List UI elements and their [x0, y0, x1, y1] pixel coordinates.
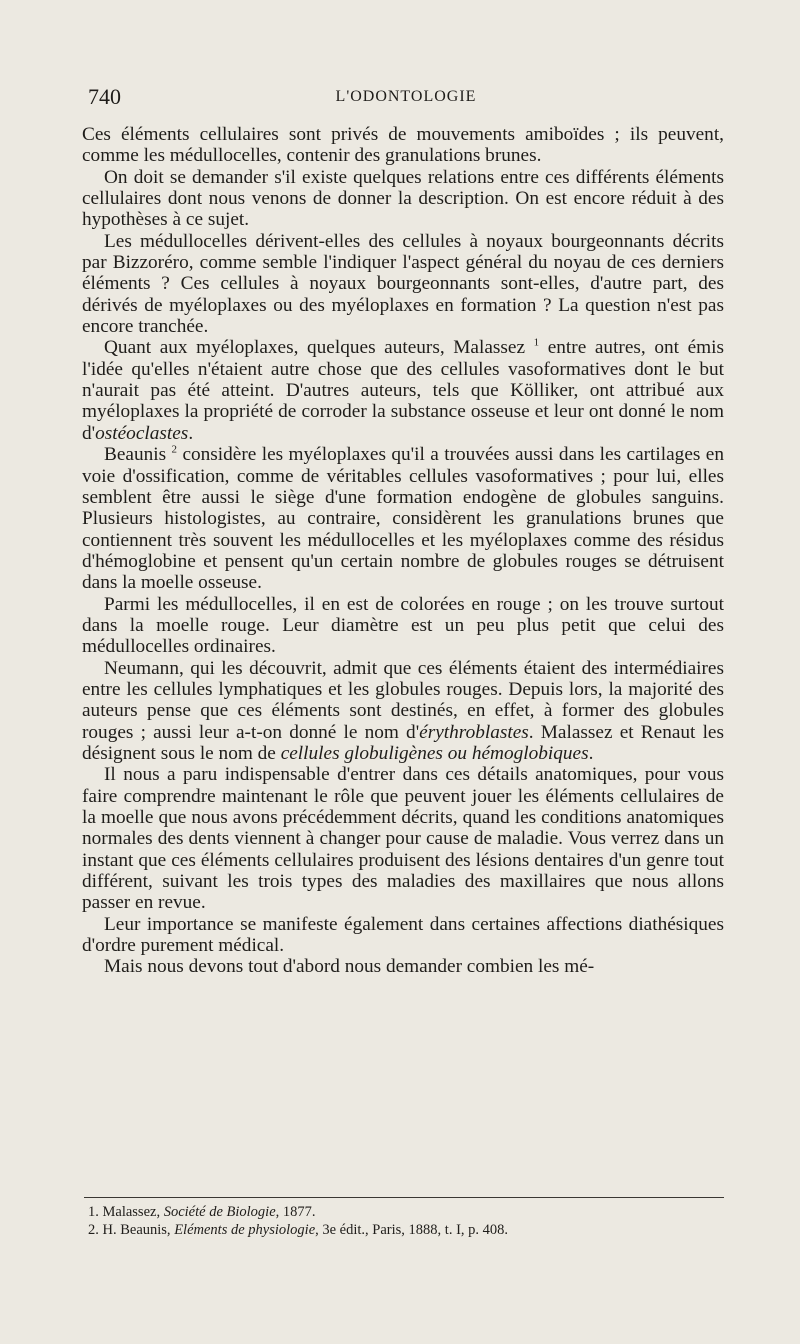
paragraph: Parmi les médullocelles, il en est de colorées en rouge ; on les trouve surtout dans la moelle rouge. Leur diamètre est un peu plus petit que celui des médullocelles ordinaires. — [82, 593, 724, 658]
footnote — [88, 1203, 724, 1221]
italic-term: ostéoclastes — [95, 422, 189, 444]
page-header — [88, 84, 724, 112]
paragraph: Leur importance se manifeste également dans certaines affections diathésiques d'ordre purement médical. — [82, 913, 724, 957]
footnote-work: Société de Biologie — [163, 1204, 276, 1220]
footnote-rest: , 1877. — [275, 1204, 316, 1220]
paragraph: Les médullocelles dérivent-elles des cellules à noyaux bourgeonnants décrits par Bizzoréro, comme semble l'indiquer l'aspect général du noyau de ces derniers éléments ? Ces cellules à noyaux bourgeonnants sont-elles, d'autre part, des dérivés de myéloplaxes ou des myéloplaxes en formation ? La question n'est pas encore tranchée. — [82, 230, 724, 338]
footnote-author: H. Beaunis, — [102, 1222, 171, 1238]
footnote-ref: 2 — [171, 443, 178, 456]
footnotes — [88, 1203, 724, 1239]
text-run: Beaunis — [104, 444, 167, 466]
running-title: L'ODONTOLOGIE — [335, 88, 477, 105]
footnote-author: Malassez, — [102, 1204, 161, 1220]
italic-term: cellules globuligènes ou hémoglobiques — [280, 742, 589, 764]
paragraph — [82, 658, 724, 765]
text-run: . — [588, 742, 594, 764]
footnote-work: Eléments de physiologie — [174, 1222, 316, 1238]
page-number: 740 — [88, 84, 121, 109]
text-run: Quant aux myéloplaxes, quelques auteurs, Malassez — [104, 337, 526, 359]
body-text — [82, 124, 724, 978]
paragraph — [82, 444, 724, 593]
paragraph: Ces éléments cellulaires sont privés de mouvements amiboïdes ; ils peuvent, comme les médullocelles, contenir des granulations brunes. — [82, 124, 724, 167]
footnote-number: 2. — [88, 1222, 99, 1238]
paragraph: Mais nous devons tout d'abord nous demander combien les mé- — [104, 956, 595, 978]
text-run: Neumann, qui les découvrit, admit que ces éléments étaient des intermédiaires entre les cellules lymphatiques et les globules rouges. Depuis lors, la majorité des auteurs pense que ces éléments sont destinés, en effet, à former des globules rouges ; aussi leur a-t-on donné le nom d' — [82, 657, 724, 743]
paragraph — [82, 337, 724, 444]
footnote — [88, 1221, 724, 1239]
text-run: considère les myéloplaxes qu'il a trouvées aussi dans les cartilages en voie d'ossification, comme de véritables cellules vasoformatives ; pour lui, elles semblent être aussi le siège d'une formation endogène de globules sanguins. Plusieurs histologistes, au contraire, considèrent les granulations brunes que contiennent très souvent les médullocelles et les myéloplaxes comme des résidus d'hémoglobine et pensent qu'un certain nombre de globules rouges se détruisent dans la moelle osseuse. — [82, 444, 724, 594]
text-run: entre autres, ont émis l'idée qu'elles n'étaient autre chose que des cellules vasoformatives dont le but n'aurait pas été atteint. D'autres auteurs, tels que Kölliker, ont attribué aux myéloplaxes la propriété de corroder la substance osseuse et leur ont donné le nom d' — [82, 337, 724, 444]
italic-term: érythroblastes — [419, 721, 529, 743]
text-run: . Malassez et Renaut les désignent sous le nom de — [82, 721, 724, 764]
paragraph: On doit se demander s'il existe quelques relations entre ces différents éléments cellulaires dont nous venons de donner la description. On est encore réduit à des hypothèses à ce sujet. — [82, 166, 724, 231]
paragraph: Il nous a paru indispensable d'entrer dans ces détails anatomiques, pour vous faire comprendre maintenant le rôle que peuvent jouer les éléments cellulaires de la moelle que nous avons précédemment décrits, quand les conditions anatomiques normales des dents viennent à changer pour cause de maladie. Vous verrez dans un instant que ces éléments cellulaires produisent des lésions dentaires d'un genre tout différent, suivant les trois types des maladies des maxillaires que nous allons passer en revue. — [82, 764, 724, 914]
footnote-ref: 1 — [533, 337, 540, 350]
footnote-divider — [84, 1197, 724, 1198]
footnote-rest: , 3e édit., Paris, 1888, t. I, p. 408. — [315, 1222, 509, 1238]
footnote-number: 1. — [88, 1204, 99, 1220]
text-run: . — [188, 422, 194, 444]
